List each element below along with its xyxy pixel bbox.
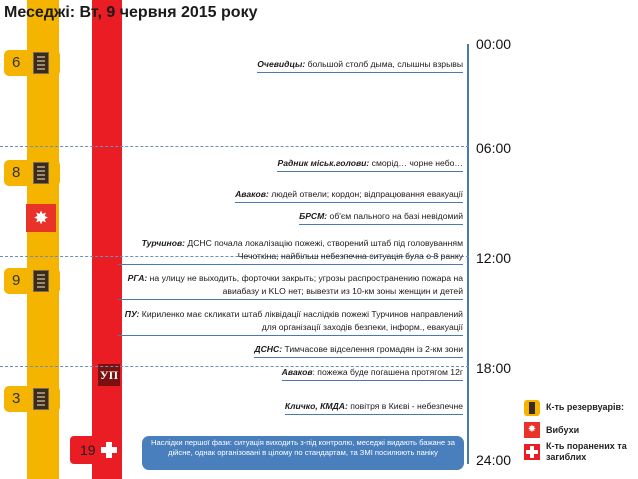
event-entry xyxy=(282,366,463,381)
legend-explosions: Вибухи xyxy=(546,425,580,435)
time-label: 18:00 xyxy=(476,360,512,376)
time-label: 24:00 xyxy=(476,452,512,468)
reservoir-tank-icon xyxy=(33,388,49,410)
timeline-axis xyxy=(467,44,469,464)
medical-cross-icon xyxy=(524,444,540,460)
reservoir-count: 8 xyxy=(12,164,21,181)
reservoir-count: 9 xyxy=(12,272,21,289)
event-text: людей отвели; кордон; відпрацювання евакуації xyxy=(268,189,463,199)
time-label: 00:00 xyxy=(476,36,512,52)
event-speaker: РГА: xyxy=(127,273,148,283)
reservoir-tank-icon xyxy=(33,162,49,184)
event-entry xyxy=(118,237,463,265)
event-speaker: Кличко, КМДА: xyxy=(284,401,348,411)
event-text: повітря в Києві - небезпечне xyxy=(347,401,463,411)
event-entry xyxy=(277,157,463,172)
reservoir-count: 3 xyxy=(12,390,21,407)
event-entry xyxy=(299,210,463,225)
event-speaker: ДСНС: xyxy=(254,344,283,354)
event-speaker: Аваков: xyxy=(235,189,269,199)
time-label: 06:00 xyxy=(476,140,512,156)
event-text: Кириленко має скликати штаб ліквідації наслідків пожежі Турчинов направлений для організації заходів безпеки, інформ., евакуації xyxy=(139,309,463,332)
event-text: : пожежа буде погашена протягом 12г xyxy=(312,367,463,377)
reservoir-tank-icon xyxy=(33,52,49,74)
reservoir-badge xyxy=(4,160,60,186)
event-text: на улицу не выходить, форточки закрыть; угрозы распространению пожара на авиабазу и KLO нет; вывезти из 10-км зоны женщин и детей xyxy=(147,273,463,296)
time-label: 12:00 xyxy=(476,250,512,266)
event-text: Тимчасове відселення громадян із 2-км зони xyxy=(282,344,463,354)
event-text: ДСНС почала локалізацію пожежі, створений штаб під головуванням Чечоткіна; найбільш небезпечна ситуація була о 8 ранку xyxy=(185,238,463,261)
page-title: Меседжі: Вт, 9 червня 2015 року xyxy=(4,4,258,21)
event-speaker: Аваков xyxy=(281,367,313,377)
event-entry xyxy=(285,400,463,415)
legend-reservoirs: К-ть резервуарів: xyxy=(546,402,625,412)
event-text: большой столб дыма, слышны взрывы xyxy=(305,59,463,69)
event-speaker: Очевидцы: xyxy=(257,59,306,69)
event-speaker: ПУ: xyxy=(124,309,140,319)
brand-logo: УП xyxy=(98,364,120,386)
event-text: об'єм пального на базі невідомий xyxy=(327,211,463,221)
event-entry xyxy=(257,58,463,73)
event-entry xyxy=(118,308,463,336)
explosion-icon: ✸ xyxy=(26,204,56,232)
reservoir-tank-icon xyxy=(524,400,540,416)
summary-box: Наслідки першої фази: ситуація виходить з-під контролю, меседжі видають бажане за дійсне, однак організовані в цілому по стандартам, та ЗМІ посилюють паніку xyxy=(142,436,464,470)
event-text: сморід… чорне небо… xyxy=(369,158,463,168)
event-speaker: Турчинов: xyxy=(141,238,185,248)
medical-cross-icon xyxy=(99,440,119,460)
reservoir-count: 6 xyxy=(12,54,21,71)
explosion-icon: ✸ xyxy=(524,422,540,438)
event-entry xyxy=(118,272,463,300)
reservoir-badge xyxy=(4,386,60,412)
reservoir-tank-icon xyxy=(33,270,49,292)
event-entry xyxy=(235,188,463,203)
reservoir-badge xyxy=(4,268,60,294)
event-entry xyxy=(254,343,463,358)
reservoir-badge xyxy=(4,50,60,76)
timeline-divider xyxy=(0,146,469,147)
casualty-count: 19 xyxy=(80,442,96,458)
event-speaker: Радник міськ.голови: xyxy=(277,158,370,168)
legend-casualties: К-ть поранених та загиблих xyxy=(546,441,627,462)
casualty-badge xyxy=(70,436,122,464)
event-speaker: БРСМ: xyxy=(299,211,328,221)
